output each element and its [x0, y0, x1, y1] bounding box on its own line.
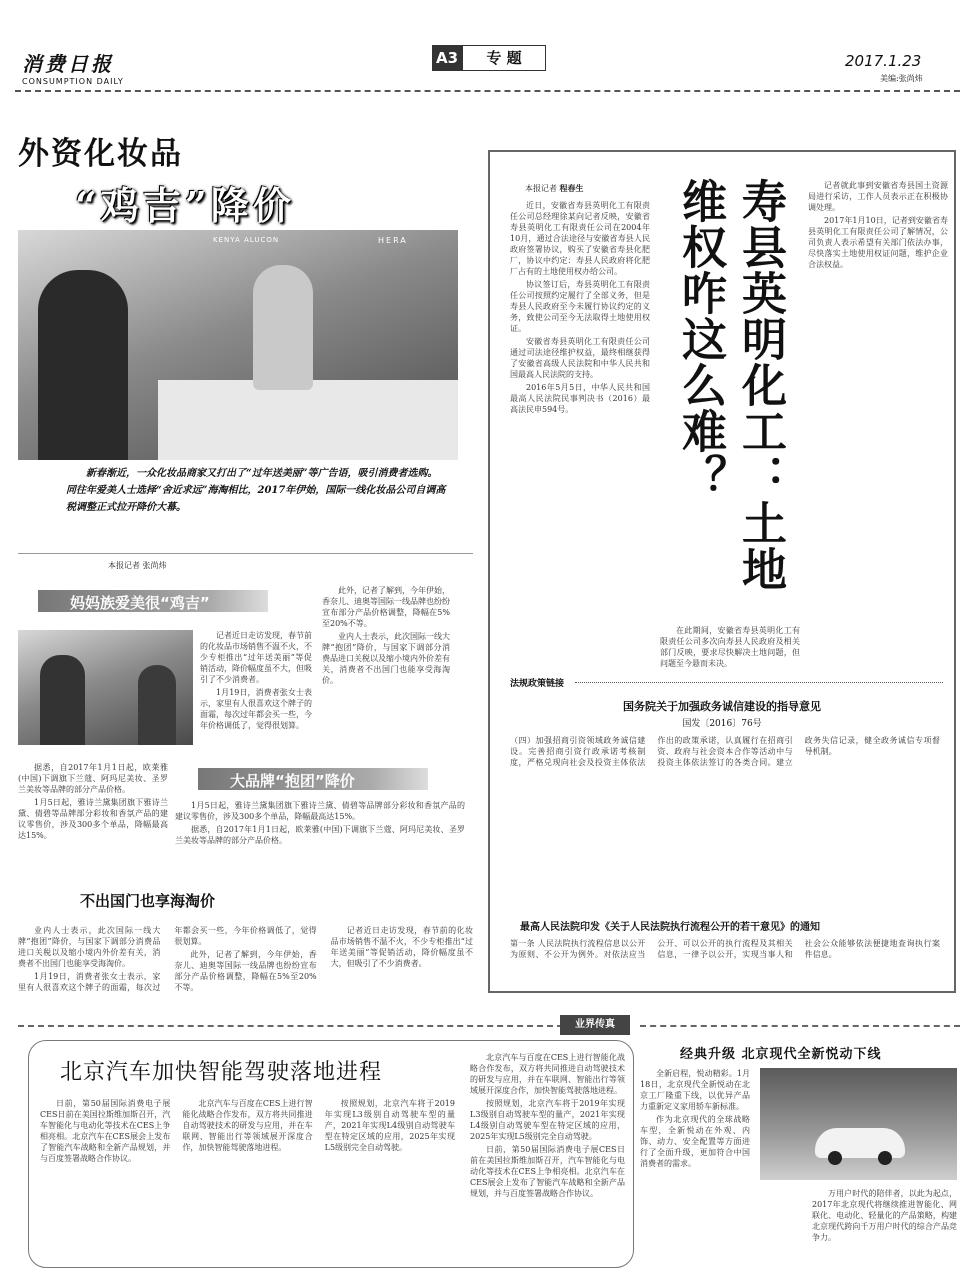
shouxian-byline	[525, 183, 584, 194]
industry-body-right	[812, 1188, 957, 1263]
beijing-p1b: 日前，第50届国际消费电子展CES日前在美国拉斯维加斯召开，汽车智能化与电动化等技术在CES上争相亮相。北京汽车在CES展会上发布了智能汽车战略和全新产品规划，并与百度签署战略合作协议。	[470, 1145, 625, 1198]
industry-tag: 业界传真	[560, 1015, 630, 1035]
masthead-rule	[15, 90, 960, 92]
cosmetics-p1: 记者近日走访发现，春节前的化妆品市场销售不温不火，不少专柜推出“过年送美丽”等促销活动，降价幅度虽不大，但吸引了不少消费者。	[200, 631, 312, 684]
industry-p1: 全新启程，悦动精彩。1月18日，北京现代全新悦动在北京工厂隆重下线，以优异产品力重新定义家用轿车新标准。	[640, 1069, 750, 1111]
shouxian-p3: 安徽省寿县英明化工有限责任公司通过司法途径维护权益，最终相继获得了安徽省高级人民法院和中华人民共和国最高人民法院的支持。	[510, 337, 650, 379]
industry-body	[640, 1068, 750, 1263]
shopper-figure	[40, 655, 85, 745]
car-wheel-right	[878, 1151, 892, 1165]
industry-p2: 作为北京现代的全球战略车型，全新悦动在外观、内饰、动力、安全配置等方面进行了全面升级，更加符合中国消费者的需求。	[640, 1115, 750, 1168]
beijing-auto-headline: 北京汽车加快智能驾驶落地进程	[60, 1060, 383, 1085]
shouxian-p6: 记者就此事到安徽省寿县国土资源局进行采访，工作人员表示正在积极协调处理。	[808, 181, 948, 212]
editor-credit: 美编:张尚炜	[880, 74, 923, 83]
display-counter	[158, 380, 458, 460]
new-car-launch-photo	[760, 1068, 957, 1180]
shouxian-headline: 寿县英明化工：土地维权咋这么难？	[674, 178, 787, 592]
cosmetics-p5b: 此外，记者了解到，今年伊始，香奈儿、迪奥等国际一线品牌也纷纷宣布部分产品价格调整，降幅在5%至20%不等。	[174, 950, 317, 992]
cosmetics-counter-photo	[18, 230, 458, 460]
shouxian-p2: 协议签订后，寿县英明化工有限责任公司按照约定履行了全部义务，但是寿县人民政府至今未履行协议约定的义务，致使公司至今无法取得土地使用权证。	[510, 280, 650, 333]
cosmetics-headline-top: 外资化妆品	[18, 136, 183, 172]
shouxian-p5: 在此期间，安徽省寿县英明化工有限责任公司多次向寿县人民政府及相关部门反映，要求尽快解决土地问题，但问题至今悬而未决。	[660, 626, 800, 668]
subhead-brands-banner	[198, 768, 428, 790]
beijing-auto-body-right	[470, 1052, 625, 1260]
beijing-auto-body	[40, 1098, 455, 1258]
industry-p3: 万用户时代的陪伴者，以此为起点，2017年北京现代将继续推进智能化、网联化、电动化、轻量化的产品策略，构建北京现代跨向千万用户时代的综合产品竞争力。	[812, 1189, 957, 1242]
byline-label: 本报记者	[525, 184, 557, 193]
notice2-body: 第一条 人民法院执行流程信息以公开为原则、不公开为例外。对依法应当公开、可以公开的执行流程及其相关信息，一律予以公开，实现当事人和社会公众能够依法便捷地查询执行案件信息。	[510, 939, 940, 959]
shopper-left	[38, 270, 128, 460]
issue-date: 2017.1.23	[845, 52, 922, 70]
industry-headline: 经典升级 北京现代全新悦动下线	[680, 1047, 882, 1062]
beijing-p2: 北京汽车与百度在CES上进行智能化战略合作发布，双方将共同推进自动驾驶技术的研发与应用，并在车联网、智能出行等领域展开深度合作，加快智能驾驶落地进程。	[182, 1099, 313, 1152]
shopper-figure-2	[138, 665, 176, 745]
cosmetics-p6b: 业内人士表示，此次国际一线大牌“抱团”降价，与国家下调部分消费品进口关税以及缩小境内外价差有关，消费者不出国门也能享受海淘价。	[18, 926, 161, 968]
cosmetics-caption: 新春渐近，一众化妆品商家又打出了“过年送美丽”等广告语，吸引消费者选购。同往年爱美人士选择“舍近求远”海淘相比，2017年伊始，国际一线化妆品公司自调高税调整正式拉开降价大幕。	[66, 468, 446, 513]
masthead-logo: 消费日报	[22, 52, 114, 76]
notice1-body: （四）加强招商引资领域政务诚信建设。完善招商引资行政承诺考核制度，严格兑现向社会及投资主体依法作出的政策承诺，认真履行在招商引资、政府与社会资本合作等活动中与投资主体依法签订的各类合同。建立政务失信记录，健全政务诚信专项督导机制。	[510, 736, 940, 767]
beijing-p3b: 按照规划，北京汽车将于2019年实现L3级别自动驾驶车型的量产，2021年实现L4级别自动驾驶车型在特定区域的应用，2025年实现L5级别完全自动驾驶。	[470, 1099, 625, 1141]
section-label: 专 题	[462, 45, 546, 71]
notice1-number: 国发〔2016〕76号	[682, 719, 762, 729]
shouxian-column-right	[808, 180, 948, 675]
cosmetics-p2: 1月19日，消费者张女士表示，家里有人很喜欢这个牌子的面霜，每次过年都会买一些，今年价格调低了，觉得很划算。	[200, 688, 312, 730]
subhead-moms: 妈妈族爱美很“鸡吉”	[70, 594, 210, 612]
cosmetics-column-2	[322, 585, 450, 750]
cosmetics-rule	[18, 553, 473, 554]
gov-section-label: 法规政策链接	[510, 676, 570, 689]
cosmetics-p1b: 记者近日走访发现，春节前的化妆品市场销售不温不火，不少专柜推出“过年送美丽”等促销活动，降价幅度虽不大，但吸引了不少消费者。	[330, 926, 473, 968]
store-sign-right: HERA	[378, 236, 408, 245]
beijing-p2b: 北京汽车与百度在CES上进行智能化战略合作发布，双方将共同推进自动驾驶技术的研发与应用，并在车联网、智能出行等领域展开深度合作，加快智能驾驶落地进程。	[470, 1053, 625, 1095]
beijing-p3: 按照规划，北京汽车将于2019年实现L3级别自动驾驶车型的量产，2021年实现L4级别自动驾驶车型在特定区域的应用，2025年实现L5级别完全自动驾驶。	[324, 1099, 455, 1152]
page-number-badge: A3	[432, 45, 462, 71]
sales-assistant	[253, 265, 313, 390]
cosmetics-column-3	[18, 762, 168, 872]
shouxian-p4: 2016年5月5日，中华人民共和国最高人民法院民事判决书（2016）最高法民申594号。	[510, 383, 650, 414]
shouxian-p1: 近日，安徽省寿县英明化工有限责任公司总经理徐某向记者反映，安徽省寿县英明化工有限责任公司在2004年10月，通过合法途径与安徽省寿县人民政府签署协议，购买了安徽省寿县化肥厂，协议中约定：寿县人民政府将化肥厂占有的土地使用权办给公司。	[510, 201, 650, 276]
notice1-title: 国务院关于加强政务诚信建设的指导意见	[623, 700, 821, 713]
masthead-logo-en: CONSUMPTION DAILY	[22, 77, 124, 86]
shouxian-column-left	[510, 200, 650, 675]
cosmetics-column-4	[175, 800, 465, 875]
car-wheel-left	[828, 1151, 842, 1165]
beijing-p1: 日前，第50届国际消费电子展CES日前在美国拉斯维加斯召开，汽车智能化与电动化等技术在CES上争相亮相。北京汽车在CES展会上发布了智能汽车战略和全新产品规划，并与百度签署战略合作协议。	[40, 1099, 171, 1163]
cosmetics-p5: 此外，记者了解到，今年伊始，香奈儿、迪奥等国际一线品牌也纷纷宣布部分产品价格调整，降幅在5%至20%不等。	[322, 586, 450, 628]
byline-name: 程春生	[559, 183, 584, 193]
subhead-overseas: 不出国门也享海淘价	[80, 892, 216, 910]
cosmetics-column-1	[200, 630, 312, 750]
cosmetics-column-5	[18, 925, 473, 1025]
cosmetics-p6: 业内人士表示，此次国际一线大牌“抱团”降价，与国家下调部分消费品进口关税以及缩小境内外价差有关，消费者不出国门也能享受海淘价。	[322, 632, 450, 685]
gov-section-rule	[575, 682, 943, 683]
subhead-brands: 大品牌“抱团”降价	[230, 772, 355, 790]
masthead	[0, 0, 977, 95]
shouxian-column-bottom	[660, 625, 800, 675]
cosmetics-byline: 本报记者 张尚炜	[108, 561, 167, 570]
subhead-moms-banner	[38, 590, 268, 612]
cosmetics-p3: 据悉，自2017年1月1日起，欧莱雅(中国)下调旗下兰蔻、阿玛尼美妆、圣罗兰美妆等品牌的部分产品价格。	[18, 763, 168, 794]
cosmetics-p4: 1月5日起，雅诗兰黛集团旗下雅诗兰黛、倩碧等品牌部分彩妆和香氛产品的建议零售价，涉及300多个单品，降幅最高达15%。	[18, 798, 168, 840]
bottom-section-rule	[18, 1025, 573, 1027]
notice2-title: 最高人民法院印发《关于人民法院执行流程公开的若干意见》的通知	[520, 922, 820, 933]
cosmetics-headline-main: “鸡吉”降价	[75, 183, 295, 228]
cosmetics-p4b: 1月5日起，雅诗兰黛集团旗下雅诗兰黛、倩碧等品牌部分彩妆和香氛产品的建议零售价，涉及300多个单品，降幅最高达15%。	[175, 801, 465, 821]
industry-tag-rule	[640, 1025, 960, 1027]
cosmetics-p2b: 1月19日，消费者张女士表示，家里有人很喜欢这个牌子的面霜，每次过年都会买一些，今年价格调低了，觉得很划算。	[18, 926, 317, 992]
moms-shopping-photo	[18, 630, 193, 745]
shouxian-p7: 2017年1月10日，记者到安徽省寿县英明化工有限责任公司了解情况，公司负责人表示希望有关部门依法办事，尽快落实土地使用权证问题，维护企业合法权益。	[808, 216, 948, 269]
store-sign-left: KENYA ALUCON	[213, 236, 280, 244]
cosmetics-p3b: 据悉，自2017年1月1日起，欧莱雅(中国)下调旗下兰蔻、阿玛尼美妆、圣罗兰美妆等品牌的部分产品价格。	[175, 825, 465, 845]
